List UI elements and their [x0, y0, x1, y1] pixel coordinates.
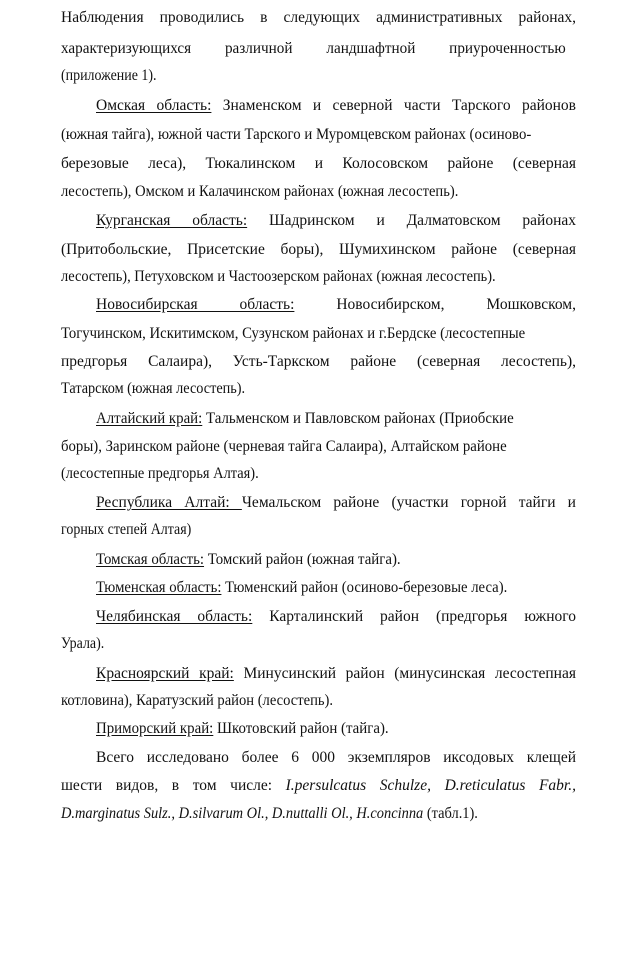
- region-name: Красноярский край:: [96, 665, 234, 682]
- krasnoyarsk-line-1: [96, 664, 576, 684]
- nsk-line-1: [96, 295, 576, 315]
- region-name: Томская область:: [96, 551, 205, 568]
- text-span: (Притобольские, Присетские боры), Шумихинском районе (северная: [61, 241, 576, 258]
- nsk-line-4: [61, 379, 245, 399]
- text-span: Томский район (южная тайга).: [204, 551, 401, 568]
- text-span: Минусинский район (минусинская лесостепная: [233, 665, 576, 682]
- total-line-2: [61, 776, 576, 796]
- paragraph-intro-line-1: [61, 8, 576, 28]
- paragraph-intro-line-3: [61, 66, 157, 86]
- text-span: (табл.1).: [423, 805, 478, 822]
- primorsky-line: [96, 719, 389, 739]
- region-name: Республика Алтай:: [96, 494, 242, 511]
- text-span: (южная тайга), южной части Тарского и Муромцевском районах (осиново-: [61, 126, 532, 143]
- region-name: Челябинская область:: [96, 608, 253, 625]
- nsk-line-2: [61, 324, 525, 344]
- region-name: Приморский край:: [96, 720, 214, 737]
- paragraph-intro-line-2: [61, 39, 566, 59]
- text-span: Урала).: [61, 635, 105, 652]
- text-span: лесостепь), Петуховском и Частоозерском районах (южная лесостепь).: [61, 268, 496, 285]
- text-span: Шадринском и Далматовском районах: [247, 212, 576, 229]
- kurgan-line-3: [61, 267, 496, 287]
- kurgan-line-1: [96, 211, 576, 231]
- omsk-line-1: [96, 96, 576, 116]
- tyumen-line: [96, 578, 507, 598]
- total-line-1: [96, 748, 576, 768]
- region-name: Тюменская область:: [96, 579, 222, 596]
- tomsk-line: [96, 550, 401, 570]
- text-span: боры), Заринском районе (черневая тайга Салаира), Алтайском районе: [61, 438, 507, 455]
- text-span: Татарском (южная лесостепь).: [61, 380, 246, 397]
- altai-line-3: [61, 464, 259, 484]
- text-span: Шкотовский район (тайга).: [213, 720, 389, 737]
- text-span: Тюменский район (осиново-березовые леса).: [221, 579, 508, 596]
- text-span: Чемальском районе (участки горной тайги и: [241, 494, 576, 511]
- text-span: Карталинский район (предгорья южного: [252, 608, 576, 625]
- chelyabinsk-line-1: [96, 607, 576, 627]
- text-span: предгорья Салаира), Усть-Таркском районе (северная лесостепь),: [61, 353, 576, 370]
- text-span: (лесостепные предгорья Алтая).: [61, 465, 259, 482]
- text-span: Наблюдения проводились в следующих административных районах,: [61, 9, 576, 26]
- text-span: лесостепь), Омском и Калачинском районах (южная лесостепь).: [61, 183, 459, 200]
- species-names: D.marginatus Sulz., D.silvarum Ol., D.nuttalli Ol., H.concinna: [61, 805, 424, 822]
- text-span: Тогучинском, Искитимском, Сузунском районах и г.Бердске (лесостепные: [61, 325, 526, 342]
- altai-line-1: [96, 409, 514, 429]
- text-span: березовые леса), Тюкалинском и Колосовском районе (северная: [61, 155, 576, 172]
- region-name: Новосибирская область:: [96, 296, 295, 313]
- total-line-3: [61, 804, 478, 824]
- text-span: Знаменском и северной части Тарского районов: [211, 97, 576, 114]
- omsk-line-2: [61, 125, 531, 145]
- text-span: (приложение 1).: [61, 67, 157, 84]
- text-span: котловина), Каратузский район (лесостепь).: [61, 692, 334, 709]
- text-span: Тальменском и Павловском районах (Приобские: [202, 410, 514, 427]
- text-span: Новосибирском, Мошковском,: [294, 296, 576, 313]
- republic-altai-line-1: [96, 493, 576, 513]
- chelyabinsk-line-2: [61, 634, 104, 654]
- text-span: шести видов, в том числе:: [61, 777, 286, 794]
- text-span: характеризующихся различной ландшафтной приуроченностью: [61, 40, 566, 57]
- region-name: Омская область:: [96, 97, 212, 114]
- krasnoyarsk-line-2: [61, 691, 333, 711]
- omsk-line-3: [61, 154, 576, 174]
- republic-altai-line-2: [61, 520, 191, 540]
- text-span: Всего исследовано более 6 000 экземпляров иксодовых клещей: [96, 749, 576, 766]
- omsk-line-4: [61, 182, 458, 202]
- region-name: Алтайский край:: [96, 410, 203, 427]
- text-span: горных степей Алтая): [61, 521, 192, 538]
- region-name: Курганская область:: [96, 212, 248, 229]
- altai-line-2: [61, 437, 507, 457]
- kurgan-line-2: [61, 240, 576, 260]
- nsk-line-3: [61, 352, 576, 372]
- species-names: I.persulcatus Schulze, D.reticulatus Fabr.,: [285, 777, 576, 794]
